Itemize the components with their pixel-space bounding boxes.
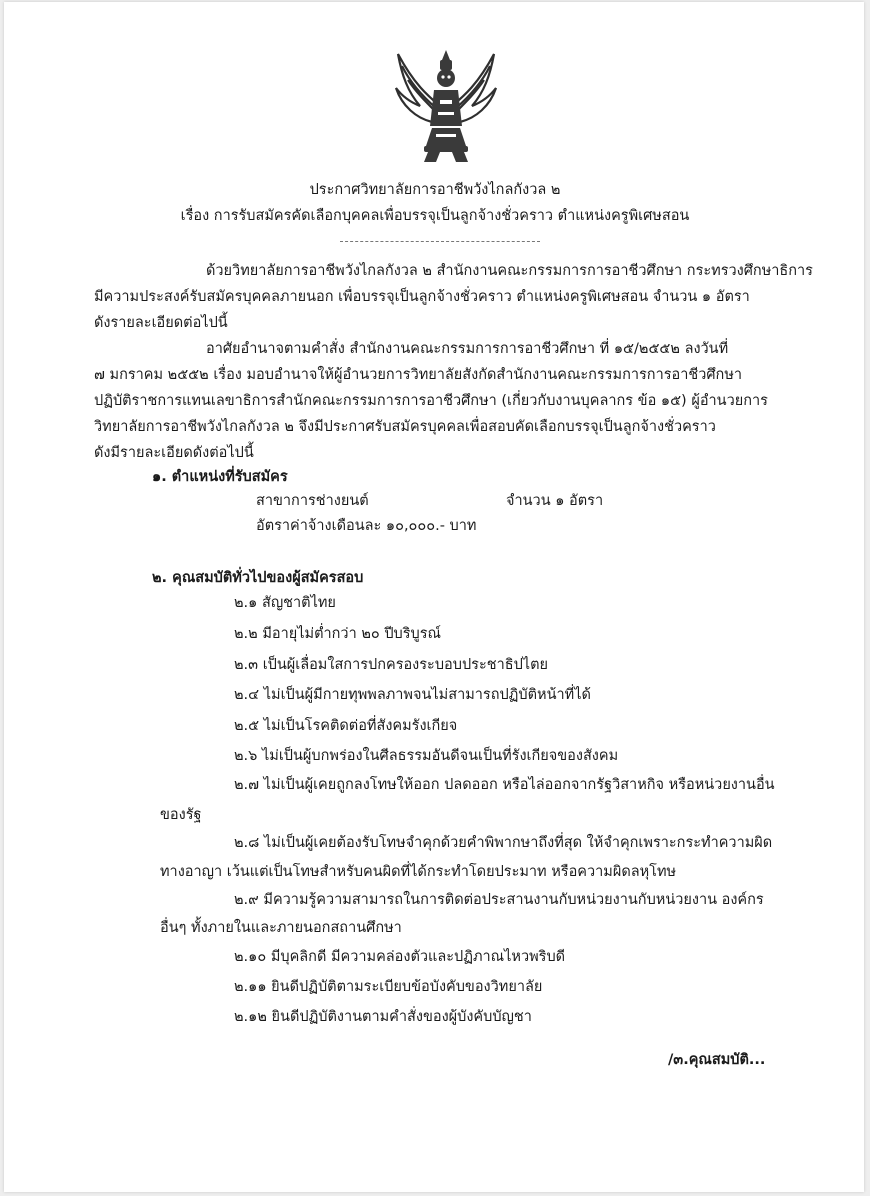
qualification-item-continued: ทางอาญา เว้นแต่เป็นโทษสำหรับคนผิดที่ได้กระทำโดยประมาท หรือความผิดลหุโทษ: [160, 864, 677, 880]
garuda-emblem-icon: [388, 46, 504, 164]
qualification-item: ๒.๑๒ ยินดีปฏิบัติงานตามคำสั่งของผู้บังคับบัญชา: [234, 1009, 532, 1025]
qualification-item: ๒.๘ ไม่เป็นผู้เคยต้องรับโทษจำคุกด้วยคำพิพากษาถึงที่สุด ให้จำคุกเพราะกระทำความผิด: [234, 835, 773, 851]
authority-line-3: ปฏิบัติราชการแทนเลขาธิการสำนักคณะกรรมการการอาชีวศึกษา (เกี่ยวกับงานบุคลากร ข้อ ๑๕) ผู้อำนวยการ: [94, 393, 768, 409]
section-2-heading: ๒. คุณสมบัติทั่วไปของผู้สมัครสอบ: [152, 570, 364, 586]
qualification-item: ๒.๑๑ ยินดีปฏิบัติตามระเบียบข้อบังคับของวิทยาลัย: [234, 979, 543, 995]
qualification-item: ๒.๔ ไม่เป็นผู้มีกายทุพพลภาพจนไม่สามารถปฏิบัติหน้าที่ได้: [234, 687, 591, 703]
qualification-item: ๒.๑๐ มีบุคลิกดี มีความคล่องตัวและปฏิภาณไหวพริบดี: [234, 949, 566, 965]
qualification-item-continued: ของรัฐ: [160, 807, 202, 823]
document-subject: เรื่อง การรับสมัครคัดเลือกบุคคลเพื่อบรรจุเป็นลูกจ้างชั่วคราว ตำแหน่งครูพิเศษสอน: [180, 208, 690, 224]
qualification-item: ๒.๕ ไม่เป็นโรคติดต่อที่สังคมรังเกียจ: [234, 718, 458, 734]
qualification-item: ๒.๖ ไม่เป็นผู้บกพร่องในศีลธรรมอันดีจนเป็นที่รังเกียจของสังคม: [234, 748, 619, 764]
intro-line-3: ดังรายละเอียดต่อไปนี้: [94, 315, 228, 331]
qualification-item-continued: อื่นๆ ทั้งภายในและภายนอกสถานศึกษา: [160, 920, 402, 936]
intro-line-1: ด้วยวิทยาลัยการอาชีพวังไกลกังวล ๒ สำนักงานคณะกรรมการการอาชีวศึกษา กระทรวงศึกษาธิการ: [206, 263, 813, 279]
authority-line-5: ดังมีรายละเอียดดังต่อไปนี้: [94, 445, 254, 461]
intro-line-2: มีความประสงค์รับสมัครบุคคลภายนอก เพื่อบรรจุเป็นลูกจ้างชั่วคราว ตำแหน่งครูพิเศษสอน จำนวน ๑ อัตรา: [94, 289, 750, 305]
authority-line-1: อาศัยอำนาจตามคำสั่ง สำนักงานคณะกรรมการการอาชีวศึกษา ที่ ๑๕/๒๕๕๒ ลงวันที่: [206, 341, 729, 357]
position-count: จำนวน ๑ อัตรา: [506, 493, 604, 509]
document-title: ประกาศวิทยาลัยการอาชีพวังไกลกังวล ๒: [309, 182, 561, 198]
position-branch: สาขาการช่างยนต์: [256, 493, 369, 509]
qualification-item: ๒.๙ มีความรู้ความสามารถในการติดต่อประสานงานกับหน่วยงานกับหน่วยงาน องค์กร: [234, 892, 764, 908]
authority-line-4: วิทยาลัยการอาชีพวังไกลกังวล ๒ จึงมีประกาศรับสมัครบุคคลเพื่อสอบคัดเลือกบรรจุเป็นลูกจ้างชั่วคราว: [94, 419, 716, 435]
title-divider: [340, 241, 540, 242]
section-1-heading: ๑. ตำแหน่งที่รับสมัคร: [152, 469, 288, 485]
qualification-item: ๒.๗ ไม่เป็นผู้เคยถูกลงโทษให้ออก ปลดออก หรือไล่ออกจากรัฐวิสาหกิจ หรือหน่วยงานอื่น: [234, 777, 775, 793]
position-wage: อัตราค่าจ้างเดือนละ ๑๐,๐๐๐.- บาท: [256, 518, 477, 534]
qualification-item: ๒.๓ เป็นผู้เลื่อมใสการปกครองระบอบประชาธิปไตย: [234, 657, 548, 673]
qualification-item: ๒.๑ สัญชาติไทย: [234, 595, 336, 611]
qualification-item: ๒.๒ มีอายุไม่ต่ำกว่า ๒๐ ปีบริบูรณ์: [234, 626, 441, 642]
continuation-note: /๓.คุณสมบัติ...: [668, 1052, 766, 1068]
authority-line-2: ๗ มกราคม ๒๕๕๒ เรื่อง มอบอำนาจให้ผู้อำนวยการวิทยาลัยสังกัดสำนักงานคณะกรรมการการอาชีวศึกษา: [94, 367, 743, 383]
